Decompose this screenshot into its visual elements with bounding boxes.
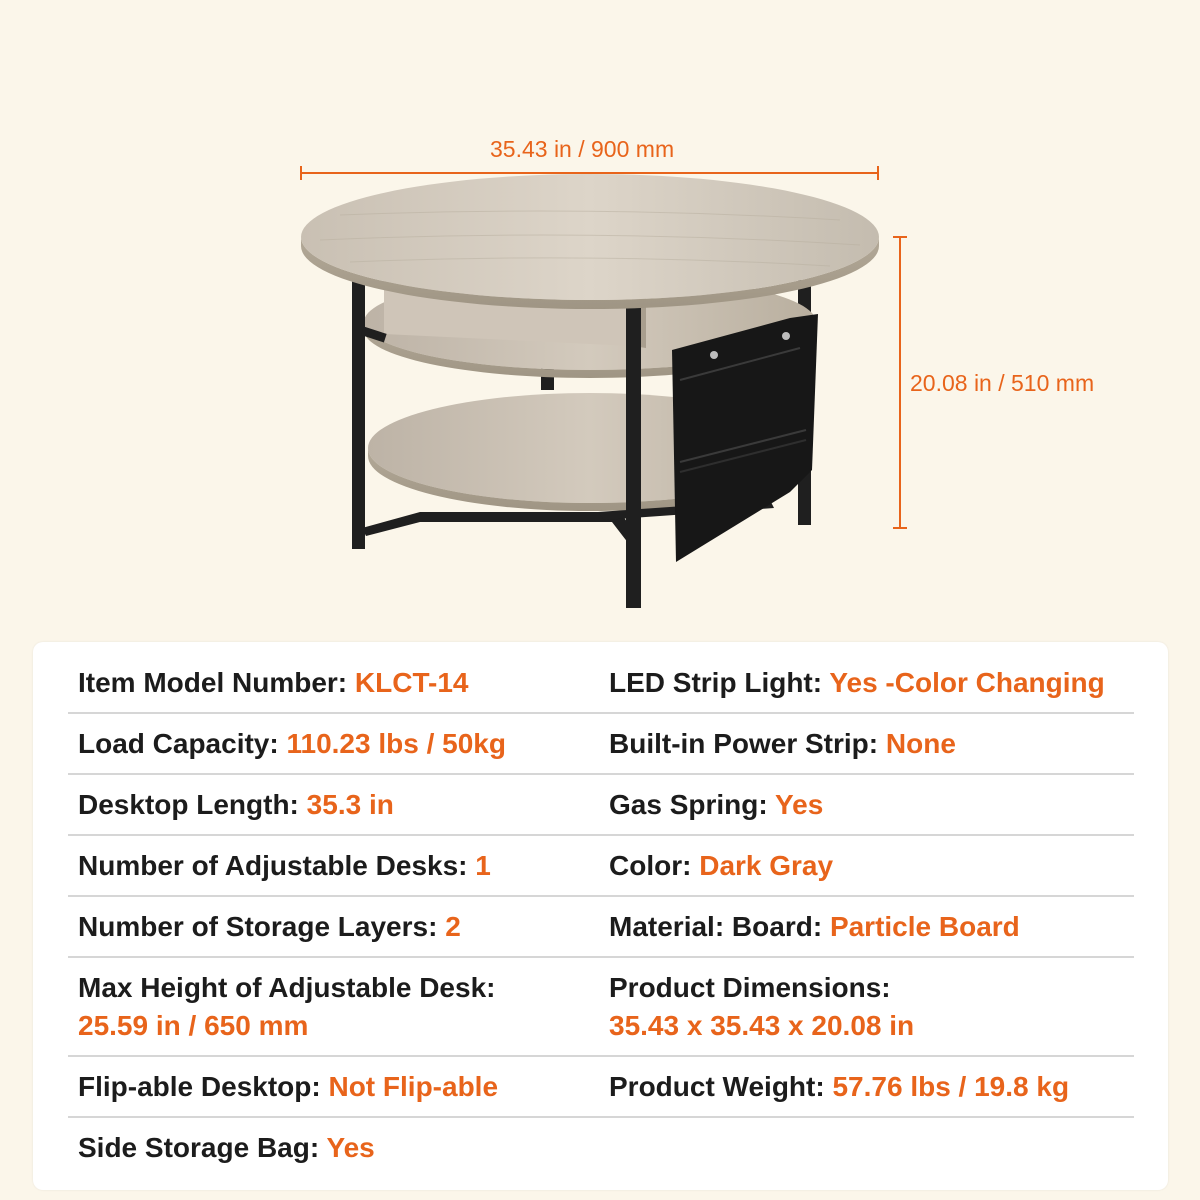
spec-max-height xyxy=(78,969,495,1045)
spec-model xyxy=(78,664,469,702)
spec-label: Product Dimensions: xyxy=(609,972,891,1003)
spec-label: Product Weight: xyxy=(609,1071,825,1102)
spec-label: Built-in Power Strip: xyxy=(609,728,879,759)
spec-label: Material: Board: xyxy=(609,911,823,942)
spec-label: Load Capacity: xyxy=(78,728,279,759)
spec-row xyxy=(68,786,1134,836)
spec-row xyxy=(68,1129,1134,1177)
spec-label: Number of Adjustable Desks: xyxy=(78,850,468,881)
spec-color xyxy=(609,847,833,885)
spec-desks xyxy=(78,847,491,885)
spec-value: 57.76 lbs / 19.8 kg xyxy=(832,1071,1070,1102)
spec-label: Flip-able Desktop: xyxy=(78,1071,321,1102)
specifications-card xyxy=(33,642,1168,1190)
spec-load xyxy=(78,725,506,763)
width-dimension-label: 35.43 in / 900 mm xyxy=(490,136,675,162)
spec-value: KLCT-14 xyxy=(354,667,469,698)
spec-value: Yes -Color Changing xyxy=(829,667,1105,698)
spec-side-bag xyxy=(78,1129,375,1167)
spec-power xyxy=(609,725,956,763)
spec-flip xyxy=(78,1068,498,1106)
spec-value: Not Flip-able xyxy=(328,1071,499,1102)
spec-value: None xyxy=(885,728,956,759)
spec-value: Particle Board xyxy=(829,911,1020,942)
storage-bag-illustration xyxy=(672,314,818,562)
spec-value: 2 xyxy=(445,911,461,942)
spec-value: 1 xyxy=(475,850,491,881)
height-dimension-line xyxy=(893,237,907,528)
spec-label: Item Model Number: xyxy=(78,667,348,698)
spec-value: Dark Gray xyxy=(699,850,834,881)
spec-label: Gas Spring: xyxy=(609,789,768,820)
spec-value: 110.23 lbs / 50kg xyxy=(286,728,506,759)
spec-value: Yes xyxy=(326,1132,375,1163)
spec-value: Yes xyxy=(774,789,824,820)
spec-material xyxy=(609,908,1020,946)
spec-gas-spring xyxy=(609,786,823,824)
spec-row xyxy=(68,969,1134,1057)
spec-value: 35.3 in xyxy=(306,789,394,820)
spec-row xyxy=(68,725,1134,775)
spec-label: Number of Storage Layers: xyxy=(78,911,438,942)
spec-weight xyxy=(609,1068,1069,1106)
spec-label: Side Storage Bag: xyxy=(78,1132,320,1163)
spec-layers xyxy=(78,908,461,946)
spec-product-dimensions xyxy=(609,969,914,1045)
spec-value: 25.59 in / 650 mm xyxy=(78,1010,309,1041)
spec-row xyxy=(68,908,1134,958)
spec-value: 35.43 x 35.43 x 20.08 in xyxy=(609,1010,915,1041)
spec-length xyxy=(78,786,394,824)
spec-row xyxy=(68,664,1134,714)
spec-row xyxy=(68,847,1134,897)
height-dimension-label: 20.08 in / 510 mm xyxy=(910,370,1095,396)
spec-label: Desktop Length: xyxy=(78,789,299,820)
spec-label: Color: xyxy=(609,850,692,881)
spec-led xyxy=(609,664,1105,702)
spec-label: Max Height of Adjustable Desk: xyxy=(78,972,496,1003)
spec-row xyxy=(68,1068,1134,1118)
spec-label: LED Strip Light: xyxy=(609,667,823,698)
